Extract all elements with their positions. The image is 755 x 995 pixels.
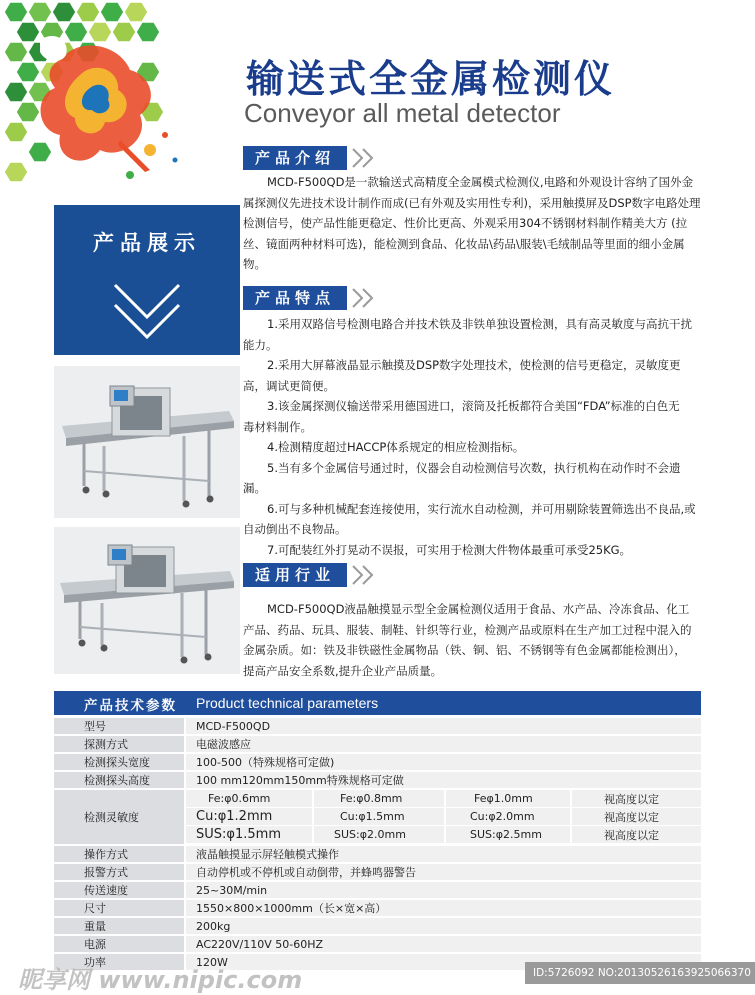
text-line: 毒材料制作。 [243, 419, 312, 434]
row-label: 功率 [54, 954, 184, 970]
text-line: 7.可配装红外打晃动不误报，可实用于检测大件物体最重可承受25KG。 [267, 542, 632, 557]
text-line: 2.采用大屏幕液晶显示触摸及DSP数字处理技术，使检测的信号更稳定，灵敏度更 [267, 358, 681, 372]
table-row [54, 772, 701, 788]
row-label: 检测灵敏度 [54, 790, 184, 844]
watermark-logo: 昵享网 www.nipic.com [18, 966, 303, 994]
table-row [54, 864, 701, 880]
metal-detector-machine-image [54, 366, 240, 518]
text-line: 1.采用双路信号检测电路合并技术铁及非铁单独设置检测，具有高灵敏度与高抗干扰 [267, 317, 692, 331]
sensitivity-row [54, 790, 701, 844]
text-line: 物。 [243, 257, 266, 271]
sensitivity-cell: Feφ1.0mm [446, 790, 570, 807]
table-row [54, 900, 701, 916]
showcase-title: 产品展示 [93, 231, 201, 255]
row-value: 自动停机或不停机或自动倒带，并蜂鸣器警告 [186, 864, 701, 880]
spec-table-header [54, 691, 701, 715]
product-showcase-banner [54, 205, 240, 355]
sensitivity-cell: Fe:φ0.8mm [314, 790, 444, 807]
page-subtitle: Conveyor all metal detector [244, 98, 561, 128]
text-line: 3.该金属探测仪输送带采用德国进口，滚筒及托板都符合美国“FDA”标准的白色无 [267, 399, 680, 413]
product-photo-1 [54, 366, 240, 518]
row-value: 液晶触摸显示屏轻触模式操作 [186, 846, 701, 862]
text-line: 检测信号，使产品性能更稳定、性价比更高、外观采用304不锈钢材料制作精美大方 (拉 [243, 216, 688, 230]
double-chevron-icon [349, 286, 379, 310]
row-value: AC220V/110V 50-60HZ [186, 936, 701, 952]
text-line: MCD-F500QD液晶触摸显示型全金属检测仪适用于食品、水产品、冷冻食品、化工 [267, 602, 690, 616]
decorative-splash-graphic [0, 0, 200, 200]
row-label: 检测探头宽度 [54, 754, 184, 770]
section-label: 产品特点 [243, 286, 347, 310]
table-row [54, 718, 701, 734]
sensitivity-cell: Cu:φ1.2mm [186, 808, 312, 825]
section-header-industry [243, 563, 379, 587]
text-line: 5.当有多个金属信号通过时，仪器会自动检测信号次数，执行机构在动作时不会遗 [267, 460, 681, 475]
table-row [54, 936, 701, 952]
text-line: 金属杂质。如：铁及非铁磁性金属物品（铁、铜、铝、不锈钢等有色金属都能检测出）， [243, 643, 686, 657]
row-value: 120W [186, 954, 701, 970]
sensitivity-cell: SUS:φ1.5mm [186, 826, 312, 843]
features-text [243, 314, 703, 560]
row-label: 传送速度 [54, 882, 184, 898]
table-row [54, 918, 701, 934]
table-row [54, 736, 701, 752]
text-line: 属探测仪先进技术设计制作而成(已有外观及实用性专利)，采用触摸屏及DSP数字电路处理 [243, 195, 701, 210]
section-header-intro [243, 146, 379, 170]
sensitivity-cell: Cu:φ2.0mm [446, 808, 570, 825]
sensitivity-cell: SUS:φ2.0mm [314, 826, 444, 843]
text-line: 漏。 [243, 481, 266, 495]
row-value: 电磁波感应 [186, 736, 701, 752]
text-line: 提高产品安全系数,提升企业产品质量。 [243, 663, 443, 678]
text-line: 6.可与多种机械配套连接使用，实行流水自动检测，并可用剔除装置筛选出不良品,或 [267, 501, 696, 516]
row-value: 200kg [186, 918, 701, 934]
row-value: 25~30M/min [186, 882, 701, 898]
row-value: MCD-F500QD [186, 718, 701, 734]
table-row [54, 754, 701, 770]
row-value: 100 mm120mm150mm特殊规格可定做 [186, 772, 701, 788]
double-chevron-icon [349, 146, 379, 170]
page-title: 输送式全金属检测仪 [246, 57, 616, 101]
section-label: 产品介绍 [243, 146, 347, 170]
industry-text [243, 599, 703, 681]
sensitivity-cell: Cu:φ1.5mm [314, 808, 444, 825]
text-line: MCD-F500QD是一款输送式高精度全金属模式检测仪,电路和外观设计容纳了国外金 [267, 175, 694, 189]
row-value: 100-500（特殊规格可定做) [186, 754, 701, 770]
sensitivity-cell: Fe:φ0.6mm [186, 790, 312, 807]
text-line: 高，调试更简便。 [243, 378, 335, 393]
sensitivity-cell: 视高度以定 [572, 790, 701, 807]
table-row [54, 846, 701, 862]
row-label: 探测方式 [54, 736, 184, 752]
metal-detector-machine-image [54, 527, 240, 674]
intro-text [243, 172, 703, 275]
text-line: 丝、镜面两种材料可选)，能检测到食品、化妆品\药品\服装\毛绒制品等里面的细小金属 [243, 236, 685, 251]
spec-table-title-en: Product technical parameters [196, 695, 379, 711]
sensitivity-cell: 视高度以定 [572, 826, 701, 843]
sensitivity-cell: SUS:φ2.5mm [446, 826, 570, 843]
row-label: 重量 [54, 918, 184, 934]
row-label: 型号 [54, 718, 184, 734]
row-value: 1550×800×1000mm（长×宽×高） [186, 900, 701, 916]
spec-table-title-cn: 产品技术参数 [84, 698, 177, 714]
section-header-features [243, 286, 379, 310]
row-label: 操作方式 [54, 846, 184, 862]
row-label: 尺寸 [54, 900, 184, 916]
row-label: 报警方式 [54, 864, 184, 880]
text-line: 自动倒出不良物品。 [243, 522, 347, 536]
watermark-id: ID:5726092 NO:20130526163925066370 [525, 962, 755, 984]
text-line: 能力。 [243, 337, 278, 352]
row-label: 检测探头高度 [54, 772, 184, 788]
double-chevron-icon [349, 563, 379, 587]
table-row [54, 882, 701, 898]
product-photo-2 [54, 527, 240, 674]
section-label: 适用行业 [243, 563, 347, 587]
text-line: 4.检测精度超过HACCP体系规定的相应检测指标。 [267, 440, 525, 454]
sensitivity-cell: 视高度以定 [572, 808, 701, 825]
chevron-down-icon [107, 275, 187, 345]
row-label: 电源 [54, 936, 184, 952]
text-line: 产品、药品、玩具、服装、制鞋、针织等行业，检测产品或原料在生产加工过程中混入的 [243, 622, 692, 637]
